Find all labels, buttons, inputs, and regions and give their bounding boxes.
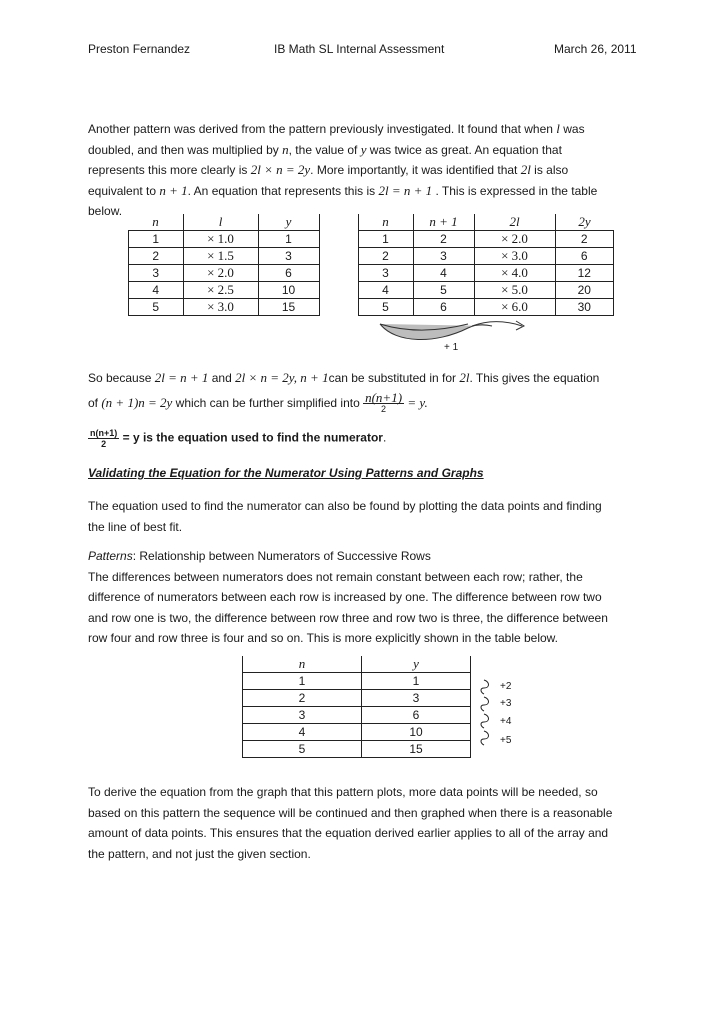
paragraph-patterns: Patterns: Relationship between Numerators of Successive Rows The differences between numerators does not remain constant between each row; rather, the difference of numerators between each row is increased by one. The difference between row two and row one is two, the difference between row three and row two is three, the difference between row four and row three is four and so on. This is more explicitly shown in the table below.: [88, 549, 608, 646]
diff-label: +3: [500, 698, 512, 709]
paragraph-intro: Another pattern was derived from the pattern previously investigated. It found that when l was doubled, and then was multiplied by n, the value of y was twice as great. An equation that represents this more clearly is 2l × n = 2y. More importantly, it was identified that 2l is also equivalent to n + 1. An equation that represents this is 2l = n + 1 . This is expressed in the table below.: [88, 121, 598, 219]
ratio-table: [128, 214, 614, 316]
table-row: 2 3: [243, 690, 471, 707]
diff-label: +5: [500, 735, 512, 746]
table-row: 1 1: [243, 673, 471, 690]
result-equation: $\frac{n(n+1)}{2}$ = y is the equation used to find the numerator.: [90, 428, 387, 449]
table-row: 1 × 1.0 1 1 2 × 2.0 2: [129, 231, 614, 248]
header-author: Preston Fernandez: [88, 42, 191, 56]
paragraph-plotting: The equation used to find the numerator can also be found by plotting the data points and finding the line of best fit.: [88, 499, 602, 534]
table-row: 4 10: [243, 724, 471, 741]
diff-label: +2: [500, 681, 512, 692]
arrow-label: + 1: [444, 342, 459, 353]
ratio-table-header: n l y n n + 1 2l 2y: [129, 214, 614, 231]
numerator-table: n y 1 1 2 3 3 6 4 10 5 15: [242, 656, 471, 758]
table-row: 5 × 3.0 15 5 6 × 6.0 30: [129, 299, 614, 316]
header-title: IB Math SL Internal Assessment: [274, 42, 445, 56]
paragraph-conclusion: To derive the equation from the graph that this pattern plots, more data points will be needed, so based on this pattern the sequence will be continued and then graphed when there is a reasonable amount of data points. This ensures that the equation derived earlier applies to all of the array and the pattern, and not just the given section.: [88, 785, 613, 861]
fraction: $\frac{n(n+1)}{2}$: [365, 389, 403, 414]
paragraph-substitution: So because 2l = n + 1 and 2l × n = 2y, n + 1can be substituted in for 2l. This gives the equation of (n + 1)n = 2y which can be further simplified into $\frac{n(n+1)}{2}$ = y.: [88, 370, 600, 414]
table-row: 4 × 2.5 10 4 5 × 5.0 20: [129, 282, 614, 299]
curl-arrows-icon: [476, 678, 492, 748]
table-row: 2 × 1.5 3 2 3 × 3.0 6: [129, 248, 614, 265]
section-heading: Validating the Equation for the Numerator Using Patterns and Graphs: [88, 466, 484, 480]
table-row: 5 15: [243, 741, 471, 758]
table-row: 3 × 2.0 6 3 4 × 4.0 12: [129, 265, 614, 282]
diff-label: +4: [500, 716, 512, 727]
table-row: 3 6: [243, 707, 471, 724]
header-date: March 26, 2011: [554, 42, 637, 56]
